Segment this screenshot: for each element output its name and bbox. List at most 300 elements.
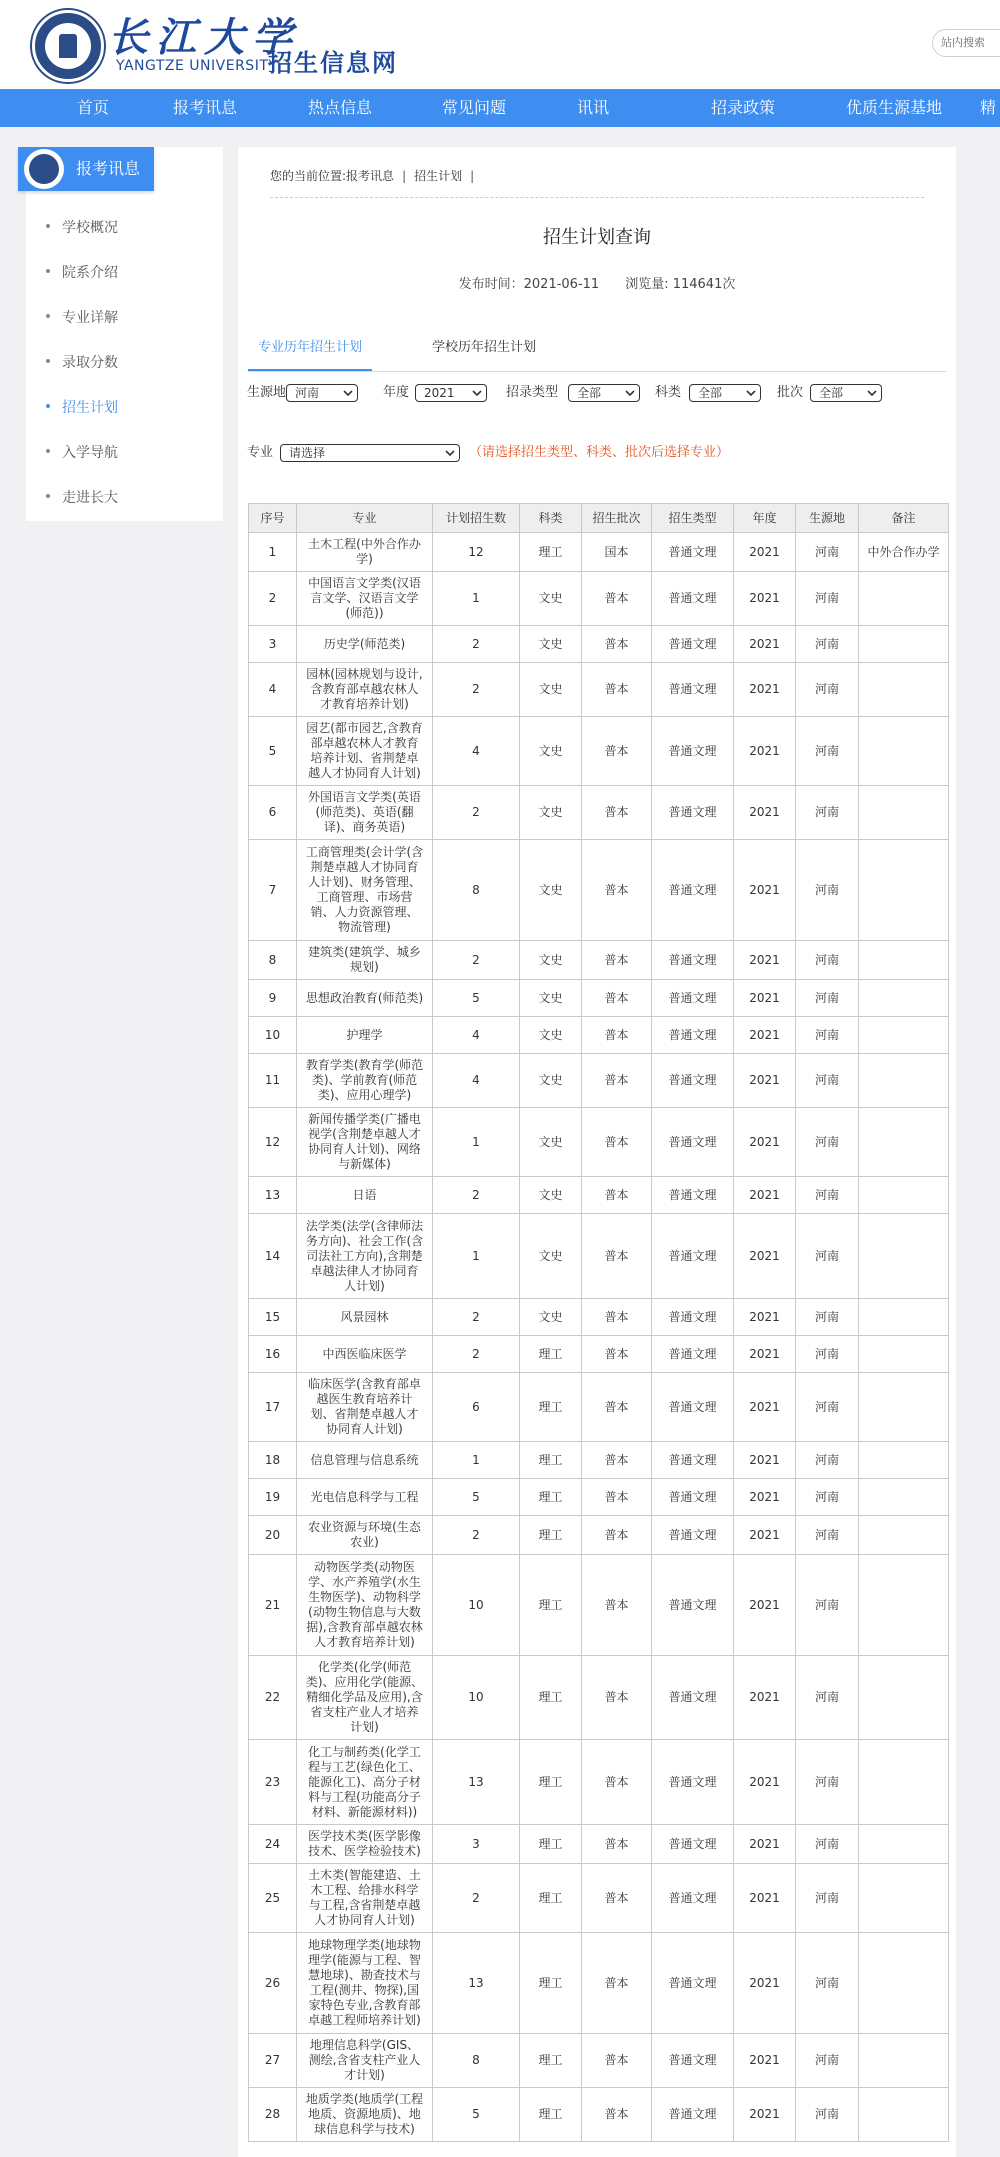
table-cell: 普本: [582, 1479, 652, 1516]
table-cell: 2021: [734, 626, 796, 663]
table-cell: [859, 1177, 949, 1214]
table-cell: 2021: [734, 1299, 796, 1336]
table-cell: 普通文理: [652, 663, 734, 717]
table-cell: 普通文理: [652, 1373, 734, 1442]
table-cell: 4: [433, 1054, 520, 1108]
table-cell: [859, 941, 949, 980]
sidebar-item-departments[interactable]: 院系介绍: [46, 263, 118, 283]
sidebar-item-enrollment-plan[interactable]: 招生计划: [46, 398, 118, 418]
table-row: [249, 2034, 949, 2088]
table-cell: [859, 1442, 949, 1479]
table-cell: 河南: [796, 1054, 859, 1108]
table-cell: 19: [249, 1479, 297, 1516]
col-header: 序号: [249, 504, 297, 533]
table-cell: 理工: [520, 2088, 582, 2142]
table-cell: 河南: [796, 1740, 859, 1825]
table-cell: 理工: [520, 1825, 582, 1864]
table-cell: 理工: [520, 1336, 582, 1373]
table-cell: 1: [433, 1214, 520, 1299]
table-cell: 河南: [796, 840, 859, 941]
table-cell: 文史: [520, 663, 582, 717]
nav-item-policy[interactable]: 招录政策: [711, 98, 776, 117]
table-cell: 普通文理: [652, 533, 734, 572]
sidebar: [26, 147, 223, 521]
table-row: [249, 626, 949, 663]
table-cell: 河南: [796, 1825, 859, 1864]
table-cell: 普本: [582, 1825, 652, 1864]
source-select[interactable]: 河南: [286, 384, 358, 402]
table-cell: 普本: [582, 1336, 652, 1373]
table-cell: 10: [433, 1656, 520, 1740]
table-cell: 河南: [796, 980, 859, 1017]
nav-item-faq[interactable]: 常见问题: [442, 98, 507, 117]
nav-item-hot-info[interactable]: 热点信息: [308, 98, 373, 117]
table-cell: 河南: [796, 2088, 859, 2142]
logo-english-name: YANGTZE UNIVERSITY: [116, 58, 278, 74]
table-cell: 河南: [796, 1017, 859, 1054]
table-cell: 2: [433, 1299, 520, 1336]
table-row: [249, 1516, 949, 1555]
table-cell: 18: [249, 1442, 297, 1479]
batch-select[interactable]: 全部: [810, 384, 882, 402]
table-cell: 理工: [520, 1555, 582, 1656]
major-select[interactable]: 请选择: [280, 444, 460, 462]
sidebar-item-about[interactable]: 走进长大: [46, 488, 118, 508]
table-cell: 普通文理: [652, 1864, 734, 1933]
table-cell: 文史: [520, 840, 582, 941]
table-cell: 2021: [734, 1442, 796, 1479]
table-cell: 4: [433, 1017, 520, 1054]
table-cell: 河南: [796, 1656, 859, 1740]
table-cell: 2021: [734, 1214, 796, 1299]
table-cell: 普本: [582, 572, 652, 626]
table-cell: 普通文理: [652, 1336, 734, 1373]
table-cell: 河南: [796, 1299, 859, 1336]
table-cell: 2021: [734, 2088, 796, 2142]
table-cell: 普通文理: [652, 2034, 734, 2088]
table-cell: 普本: [582, 1299, 652, 1336]
table-cell: 普本: [582, 1516, 652, 1555]
university-seal-logo[interactable]: [32, 10, 104, 82]
table-cell: 文史: [520, 572, 582, 626]
table-cell: 地质学类(地质学(工程地质、资源地质)、地球信息科学与技术): [297, 2088, 433, 2142]
table-cell: 普本: [582, 1373, 652, 1442]
table-row: [249, 1933, 949, 2034]
table-cell: [859, 980, 949, 1017]
sidebar-item-enrollment-guide[interactable]: 入学导航: [46, 443, 118, 463]
table-header-row: [249, 504, 949, 533]
table-cell: 2021: [734, 2034, 796, 2088]
table-cell: 河南: [796, 626, 859, 663]
table-cell: 普通文理: [652, 1479, 734, 1516]
table-cell: 农业资源与环境(生态农业): [297, 1516, 433, 1555]
table-cell: 23: [249, 1740, 297, 1825]
enrollment-plan-table: [248, 503, 949, 2142]
col-header: 生源地: [796, 504, 859, 533]
breadcrumb-item-enrollment-plan[interactable]: 招生计划: [414, 169, 463, 183]
table-cell: 河南: [796, 2034, 859, 2088]
table-cell: 6: [433, 1373, 520, 1442]
table-cell: 普本: [582, 1555, 652, 1656]
publish-date: 发布时间：2021-06-11: [458, 277, 600, 292]
table-body: [249, 533, 949, 2142]
table-cell: 8: [433, 2034, 520, 2088]
table-cell: 2021: [734, 1177, 796, 1214]
enrollment-plan-table-wrapper: [248, 503, 948, 2142]
divider: [270, 197, 924, 198]
logo-chinese-name[interactable]: 长江大学: [108, 14, 300, 61]
table-cell: 普通文理: [652, 717, 734, 786]
table-cell: 河南: [796, 1516, 859, 1555]
table-cell: 1: [433, 572, 520, 626]
table-row: [249, 840, 949, 941]
table-row: [249, 663, 949, 717]
table-cell: 地理信息科学(GIS、测绘,含省支柱产业人才计划): [297, 2034, 433, 2088]
table-cell: 6: [249, 786, 297, 840]
table-cell: [859, 717, 949, 786]
table-cell: 普通文理: [652, 1933, 734, 2034]
table-cell: 5: [433, 1479, 520, 1516]
table-cell: 13: [433, 1740, 520, 1825]
table-cell: [859, 1054, 949, 1108]
table-cell: 文史: [520, 717, 582, 786]
table-cell: [859, 1214, 949, 1299]
table-cell: 2: [433, 1177, 520, 1214]
table-cell: 2021: [734, 717, 796, 786]
col-header: 招生类型: [652, 504, 734, 533]
table-cell: 2: [433, 941, 520, 980]
col-header: 招生批次: [582, 504, 652, 533]
table-cell: 河南: [796, 1214, 859, 1299]
batch-label: 批次: [777, 385, 804, 400]
table-cell: 22: [249, 1656, 297, 1740]
table-cell: 文史: [520, 941, 582, 980]
table-cell: 2021: [734, 941, 796, 980]
table-cell: 普通文理: [652, 980, 734, 1017]
table-cell: 中西医临床医学: [297, 1336, 433, 1373]
table-cell: 土木工程(中外合作办学): [297, 533, 433, 572]
nav-item-news[interactable]: 讯讯: [577, 98, 610, 117]
table-cell: 河南: [796, 786, 859, 840]
table-cell: 理工: [520, 1656, 582, 1740]
table-cell: 普通文理: [652, 1108, 734, 1177]
table-cell: 2: [433, 1864, 520, 1933]
table-cell: 2021: [734, 1017, 796, 1054]
table-cell: 普通文理: [652, 1516, 734, 1555]
table-cell: 24: [249, 1825, 297, 1864]
table-cell: 理工: [520, 2034, 582, 2088]
table-cell: 化学类(化学(师范类)、应用化学(能源、精细化学品及应用),含省支柱产业人才培养计划): [297, 1656, 433, 1740]
table-cell: 理工: [520, 1479, 582, 1516]
table-cell: 普通文理: [652, 1442, 734, 1479]
table-row: [249, 1479, 949, 1516]
table-cell: 普通文理: [652, 1177, 734, 1214]
table-cell: 普本: [582, 941, 652, 980]
table-cell: 2021: [734, 533, 796, 572]
table-cell: 地球物理学类(地球物理学(能源与工程、智慧地球)、勘查技术与工程(测井、物探),国家特色专业,含教育部卓越工程师培养计划): [297, 1933, 433, 2034]
table-cell: 理工: [520, 1933, 582, 2034]
table-cell: 化工与制药类(化学工程与工艺(绿色化工、能源化工)、高分子材料与工程(功能高分子材料、新能源材料)): [297, 1740, 433, 1825]
table-cell: 普本: [582, 626, 652, 663]
table-cell: 中外合作办学: [859, 533, 949, 572]
table-cell: 河南: [796, 1479, 859, 1516]
table-row: [249, 786, 949, 840]
main-content: [238, 147, 956, 2157]
table-row: [249, 1656, 949, 1740]
chevron-down-icon: [625, 388, 635, 398]
table-cell: 河南: [796, 1442, 859, 1479]
header: [0, 0, 1000, 89]
table-cell: 2021: [734, 840, 796, 941]
table-cell: 普本: [582, 1740, 652, 1825]
table-cell: 普本: [582, 2088, 652, 2142]
table-cell: 理工: [520, 1373, 582, 1442]
table-cell: 河南: [796, 663, 859, 717]
source-label: 生源地: [247, 385, 287, 400]
table-cell: 河南: [796, 572, 859, 626]
table-row: [249, 1017, 949, 1054]
table-cell: 河南: [796, 1108, 859, 1177]
admission-type-select[interactable]: 全部: [568, 384, 640, 402]
table-cell: 动物医学类(动物医学、水产养殖学(水生生物医学)、动物科学(动物生物信息与大数据),含教育部卓越农林人才教育培养计划): [297, 1555, 433, 1656]
table-cell: 中国语言文学类(汉语言文学、汉语言文学(师范)): [297, 572, 433, 626]
table-row: [249, 941, 949, 980]
table-cell: [859, 663, 949, 717]
table-cell: 2021: [734, 1555, 796, 1656]
sidebar-title: 报考讯息: [76, 159, 141, 178]
table-cell: [859, 1336, 949, 1373]
table-cell: 理工: [520, 1442, 582, 1479]
table-cell: 园林(园林规划与设计,含教育部卓越农林人才教育培养计划): [297, 663, 433, 717]
table-cell: 2: [433, 1516, 520, 1555]
nav-item-more[interactable]: 精: [980, 98, 997, 117]
table-cell: 护理学: [297, 1017, 433, 1054]
table-cell: 信息管理与信息系统: [297, 1442, 433, 1479]
table-cell: 普本: [582, 786, 652, 840]
table-cell: 4: [249, 663, 297, 717]
table-cell: 10: [433, 1555, 520, 1656]
table-row: [249, 572, 949, 626]
table-cell: [859, 1933, 949, 2034]
table-cell: 普本: [582, 1214, 652, 1299]
table-cell: 普通文理: [652, 1555, 734, 1656]
table-cell: 普通文理: [652, 786, 734, 840]
table-row: [249, 1108, 949, 1177]
table-cell: 2021: [734, 1516, 796, 1555]
table-row: [249, 2088, 949, 2142]
breadcrumb-prefix: 您的当前位置:: [270, 169, 347, 183]
chevron-down-icon: [472, 388, 482, 398]
table-cell: 普通文理: [652, 626, 734, 663]
table-cell: 思想政治教育(师范类): [297, 980, 433, 1017]
table-cell: 风景园林: [297, 1299, 433, 1336]
table-cell: [859, 626, 949, 663]
breadcrumb-item-exam-news[interactable]: 报考讯息: [346, 169, 395, 183]
table-cell: [859, 1740, 949, 1825]
table-cell: 理工: [520, 1740, 582, 1825]
breadcrumb: 您的当前位置:报考讯息 | 招生计划 |: [270, 169, 475, 183]
table-cell: 文史: [520, 1214, 582, 1299]
table-cell: 普通文理: [652, 1740, 734, 1825]
col-header: 计划招生数: [433, 504, 520, 533]
sidebar-seal-icon: [24, 149, 64, 189]
table-cell: 普本: [582, 717, 652, 786]
col-header: 科类: [520, 504, 582, 533]
table-cell: 文史: [520, 1299, 582, 1336]
table-cell: 2021: [734, 1054, 796, 1108]
tab-school-history-plan[interactable]: 学校历年招生计划: [431, 340, 536, 355]
table-cell: 河南: [796, 1555, 859, 1656]
sidebar-header: [18, 147, 154, 191]
table-cell: 文史: [520, 1017, 582, 1054]
table-cell: 3: [249, 626, 297, 663]
table-cell: 27: [249, 2034, 297, 2088]
sidebar-item-majors[interactable]: 专业详解: [46, 308, 118, 328]
major-select-hint: （请选择招生类型、科类、批次后选择专业）: [469, 445, 730, 460]
table-cell: [859, 786, 949, 840]
table-row: [249, 1336, 949, 1373]
table-cell: 普通文理: [652, 941, 734, 980]
table-cell: 教育学类(教育学(师范类)、学前教育(师范类)、应用心理学): [297, 1054, 433, 1108]
table-cell: 河南: [796, 1864, 859, 1933]
table-cell: 2021: [734, 663, 796, 717]
table-cell: 2021: [734, 1656, 796, 1740]
table-cell: [859, 1373, 949, 1442]
table-cell: 理工: [520, 533, 582, 572]
table-cell: 外国语言文学类(英语(师范类)、英语(翻译)、商务英语): [297, 786, 433, 840]
col-header: 专业: [297, 504, 433, 533]
table-cell: 9: [249, 980, 297, 1017]
table-cell: 2: [433, 1336, 520, 1373]
admission-type-label: 招录类型: [506, 385, 559, 400]
table-cell: 日语: [297, 1177, 433, 1214]
sidebar-item-admission-scores[interactable]: 录取分数: [46, 353, 118, 373]
search-input[interactable]: 站内搜索: [932, 29, 1000, 57]
table-cell: 2021: [734, 1373, 796, 1442]
table-cell: 1: [433, 1108, 520, 1177]
year-select[interactable]: 2021: [415, 384, 487, 402]
nav-item-exam-news[interactable]: 报考讯息: [173, 98, 238, 117]
main-nav: [0, 89, 1000, 127]
table-cell: 建筑类(建筑学、城乡规划): [297, 941, 433, 980]
table-cell: 医学技术类(医学影像技术、医学检验技术): [297, 1825, 433, 1864]
table-cell: [859, 1516, 949, 1555]
subject-select[interactable]: 全部: [689, 384, 761, 402]
sidebar-item-school-overview[interactable]: 学校概况: [46, 218, 118, 238]
col-header: 年度: [734, 504, 796, 533]
table-cell: 普本: [582, 1442, 652, 1479]
table-cell: [859, 1825, 949, 1864]
publish-meta: [238, 273, 956, 292]
table-cell: 2021: [734, 1108, 796, 1177]
filter-panel: [247, 383, 947, 460]
table-cell: 5: [249, 717, 297, 786]
table-cell: 普通文理: [652, 1017, 734, 1054]
table-row: [249, 1054, 949, 1108]
table-cell: 1: [433, 1442, 520, 1479]
table-row: [249, 1177, 949, 1214]
table-cell: 普通文理: [652, 2088, 734, 2142]
view-count: 浏览量: 114641次: [625, 277, 736, 292]
table-cell: 2: [433, 786, 520, 840]
table-cell: 5: [433, 980, 520, 1017]
table-row: [249, 980, 949, 1017]
table-cell: 普通文理: [652, 572, 734, 626]
table-cell: 普本: [582, 1108, 652, 1177]
table-cell: [859, 2034, 949, 2088]
table-cell: 普本: [582, 1017, 652, 1054]
table-cell: 16: [249, 1336, 297, 1373]
table-cell: 2021: [734, 572, 796, 626]
table-cell: 2021: [734, 1336, 796, 1373]
table-cell: 法学类(法学(含律师法务方向)、社会工作(含司法社工方向),含荆楚卓越法律人才协同育人计划): [297, 1214, 433, 1299]
table-cell: 普本: [582, 663, 652, 717]
table-cell: 普本: [582, 2034, 652, 2088]
table-cell: 文史: [520, 626, 582, 663]
table-cell: 理工: [520, 1516, 582, 1555]
subject-label: 科类: [655, 385, 682, 400]
chevron-down-icon: [746, 388, 756, 398]
table-row: [249, 1299, 949, 1336]
table-cell: 8: [249, 941, 297, 980]
table-cell: 普本: [582, 1177, 652, 1214]
year-label: 年度: [383, 385, 410, 400]
table-cell: 普通文理: [652, 1054, 734, 1108]
table-cell: 20: [249, 1516, 297, 1555]
table-cell: 12: [433, 533, 520, 572]
table-cell: 2021: [734, 1740, 796, 1825]
table-cell: 普本: [582, 1864, 652, 1933]
table-cell: 历史学(师范类): [297, 626, 433, 663]
table-row: [249, 1555, 949, 1656]
table-cell: 2021: [734, 1479, 796, 1516]
table-cell: 文史: [520, 1177, 582, 1214]
site-subtitle: 招生信息网: [268, 49, 398, 77]
table-cell: 普通文理: [652, 1656, 734, 1740]
tab-major-history-plan[interactable]: 专业历年招生计划: [248, 327, 372, 371]
table-cell: 文史: [520, 980, 582, 1017]
nav-item-home[interactable]: 首页: [77, 98, 110, 117]
nav-item-quality-base[interactable]: 优质生源基地: [846, 98, 943, 117]
table-cell: 河南: [796, 717, 859, 786]
table-cell: 普通文理: [652, 1214, 734, 1299]
table-cell: 25: [249, 1864, 297, 1933]
table-cell: 21: [249, 1555, 297, 1656]
table-cell: 普本: [582, 1054, 652, 1108]
table-cell: 10: [249, 1017, 297, 1054]
table-row: [249, 1740, 949, 1825]
table-cell: 河南: [796, 941, 859, 980]
table-cell: 17: [249, 1373, 297, 1442]
table-cell: 土木类(智能建造、土木工程、给排水科学与工程,含省荆楚卓越人才协同育人计划): [297, 1864, 433, 1933]
table-cell: 河南: [796, 533, 859, 572]
table-cell: [859, 1479, 949, 1516]
table-cell: 2: [433, 663, 520, 717]
table-row: [249, 1373, 949, 1442]
table-cell: 1: [249, 533, 297, 572]
chevron-down-icon: [445, 448, 455, 458]
table-cell: 普本: [582, 1656, 652, 1740]
table-cell: [859, 1017, 949, 1054]
table-cell: 2: [433, 626, 520, 663]
table-cell: 2021: [734, 980, 796, 1017]
table-cell: 河南: [796, 1177, 859, 1214]
table-cell: 12: [249, 1108, 297, 1177]
table-cell: 8: [433, 840, 520, 941]
table-cell: [859, 1864, 949, 1933]
table-row: [249, 1214, 949, 1299]
table-cell: 文史: [520, 1054, 582, 1108]
